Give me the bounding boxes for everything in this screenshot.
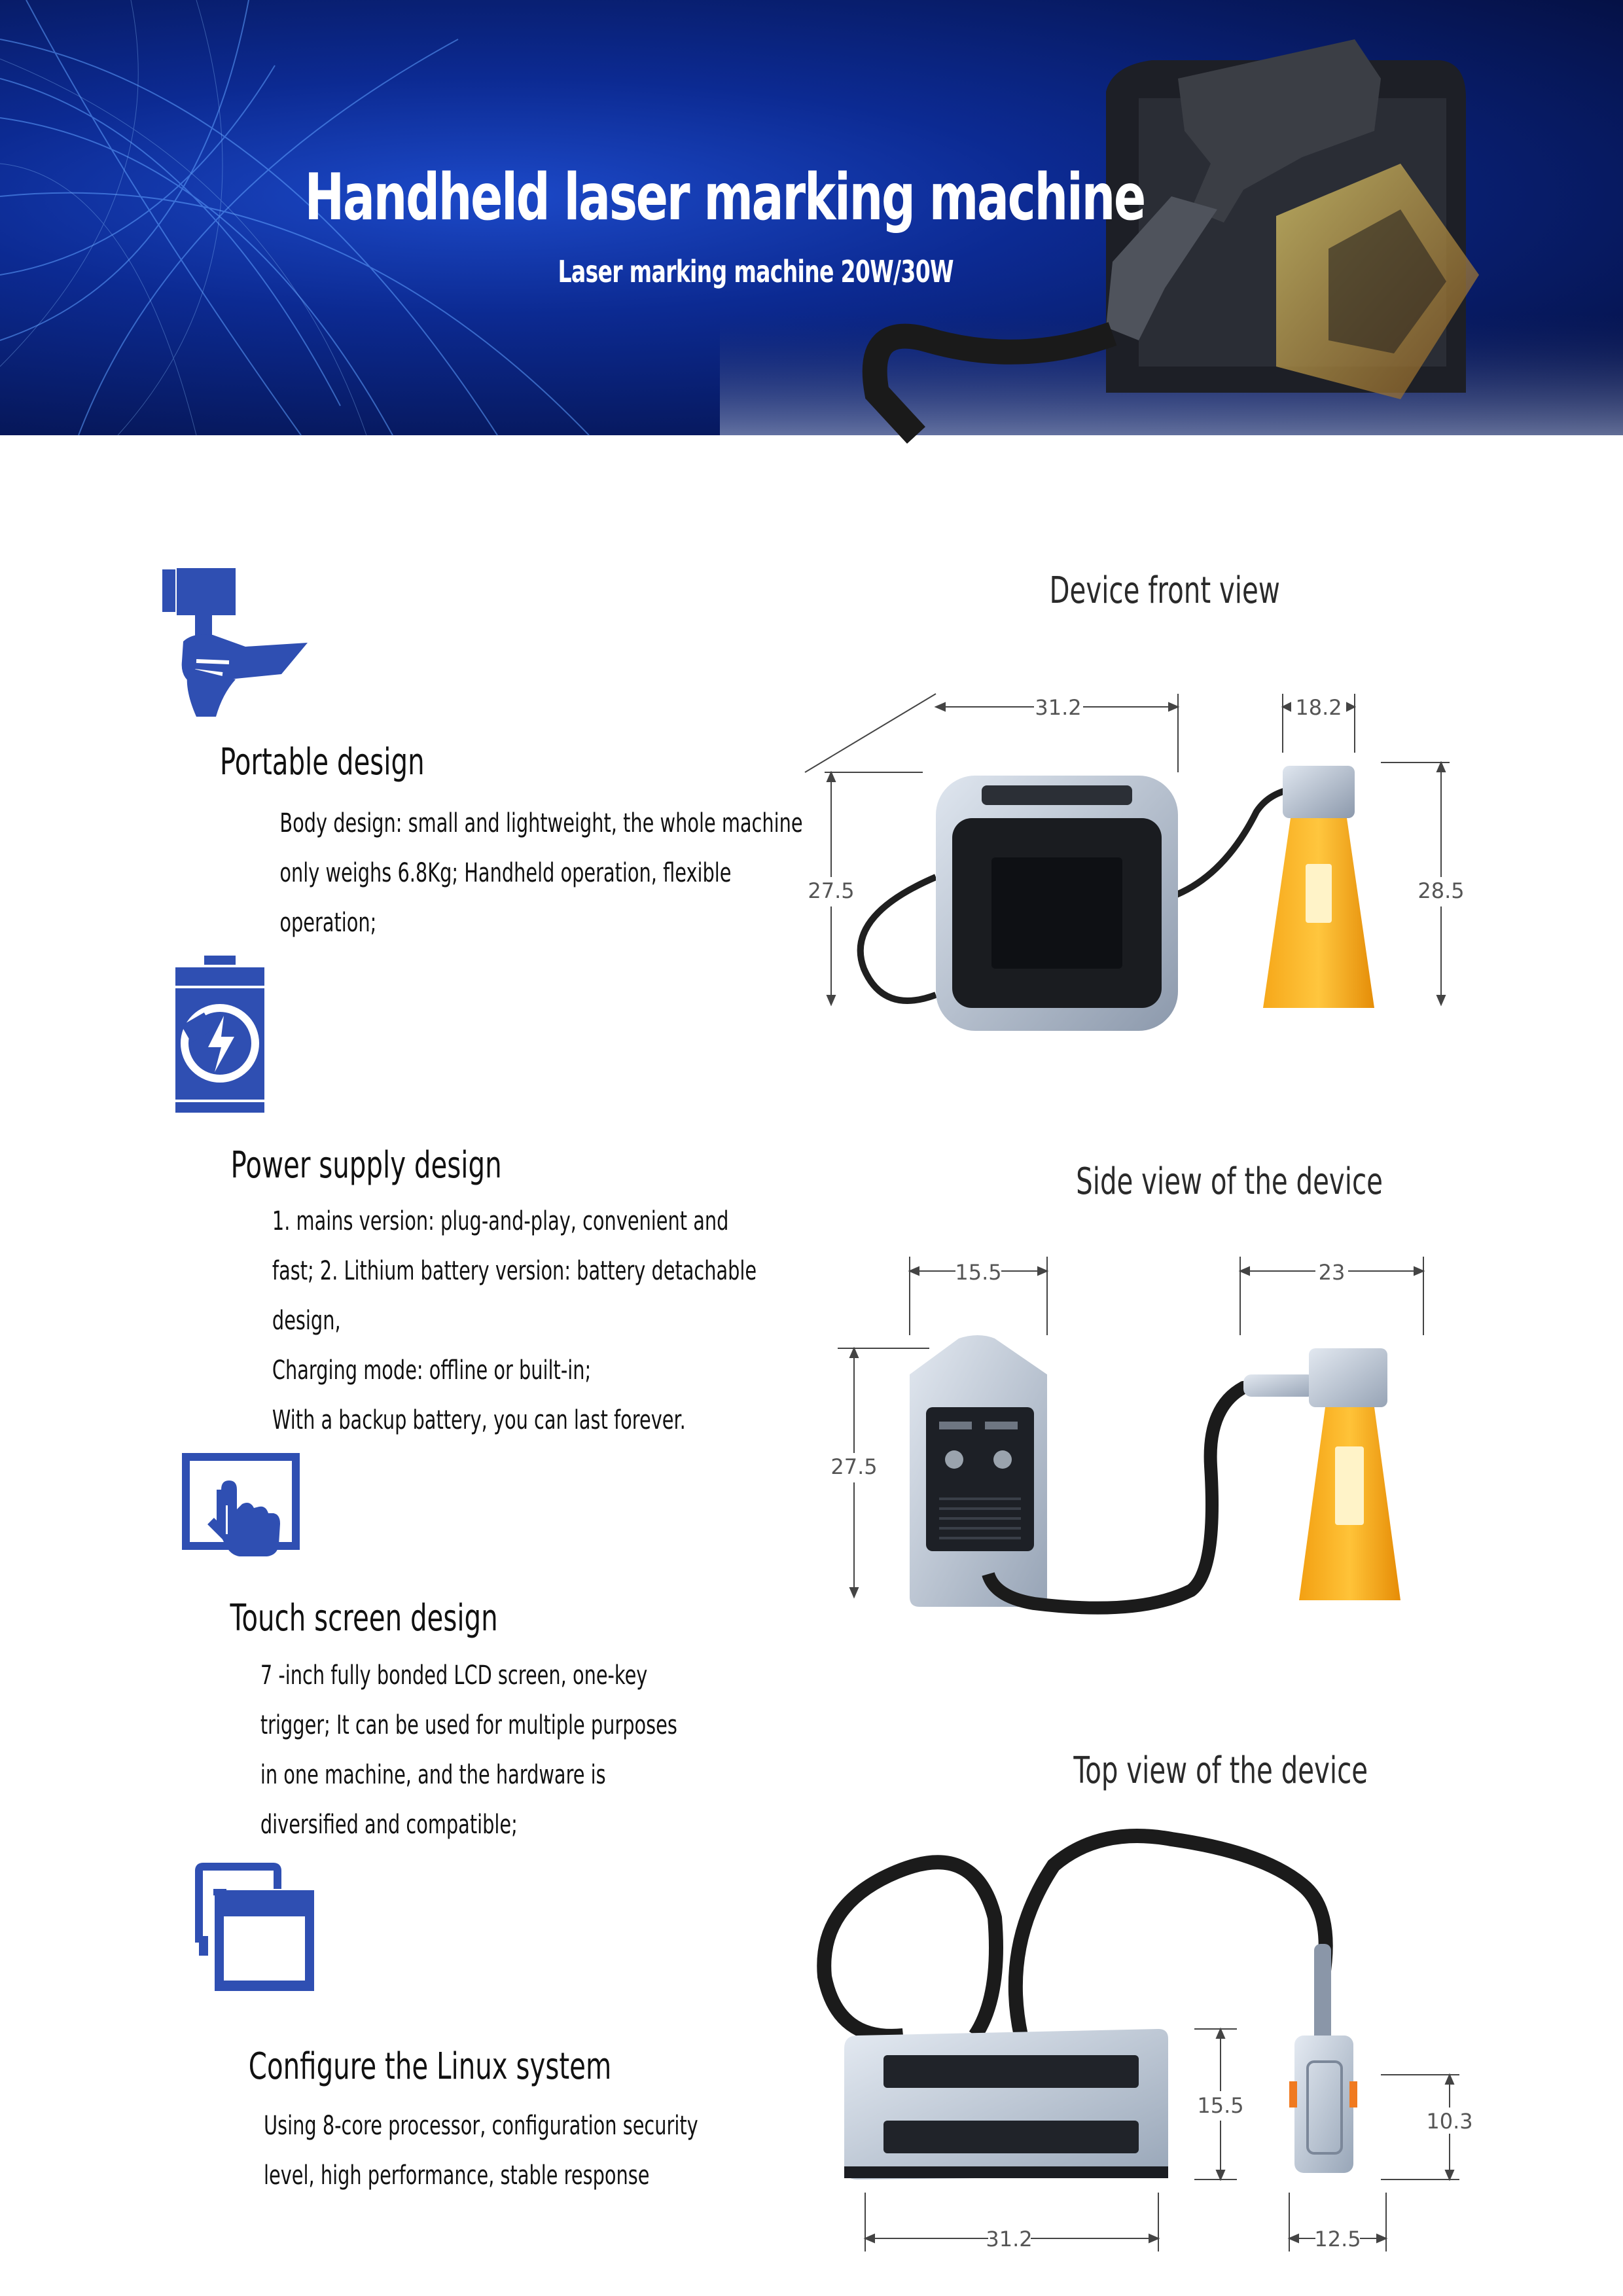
battery-charging-icon <box>175 956 264 1113</box>
feature-description <box>272 1196 757 1445</box>
view-title: Top view of the device <box>1073 1749 1368 1792</box>
description-line: only weighs 6.8Kg; Handheld operation, flexible <box>279 858 732 888</box>
side-view-diagram <box>825 1250 1453 1656</box>
feature-title: Portable design <box>219 741 425 783</box>
description-line: Body design: small and lightweight, the whole machine <box>279 808 803 838</box>
description-line: in one machine, and the hardware is <box>260 1760 606 1790</box>
feature-description <box>279 798 802 948</box>
description-line: 1. mains version: plug-and-play, convenient and <box>272 1206 729 1236</box>
feature-title: Power supply design <box>230 1144 502 1187</box>
description-line: operation; <box>279 908 377 938</box>
description-line: Using 8-core processor, configuration security <box>264 2111 698 2141</box>
description-line: With a backup battery, you can last forever. <box>272 1405 686 1435</box>
feature-title: Touch screen design <box>230 1597 498 1640</box>
dim-width-head: 12.5 <box>1314 2227 1361 2251</box>
feature-title: Configure the Linux system <box>248 2045 612 2088</box>
hero-banner <box>0 0 1623 435</box>
description-line: design, <box>272 1306 341 1336</box>
top-view-diagram <box>805 1826 1473 2271</box>
dim-depth-main: 15.5 <box>1197 2093 1244 2118</box>
hand-holding-device-icon <box>157 569 314 726</box>
feature-description <box>260 1651 677 1850</box>
dim-width-head: 18.2 <box>1295 695 1342 720</box>
page-title: Handheld laser marking machine <box>304 160 1145 235</box>
front-view-diagram <box>805 681 1465 1034</box>
dim-depth-head: 10.3 <box>1426 2109 1473 2134</box>
dim-width-main: 31.2 <box>1035 695 1082 720</box>
view-title: Side view of the device <box>1076 1160 1383 1203</box>
dim-length-head: 23 <box>1318 1260 1346 1285</box>
feature-description <box>264 2101 698 2200</box>
dim-height-main: 27.5 <box>808 878 855 903</box>
description-line: level, high performance, stable response <box>264 2161 650 2191</box>
description-line: diversified and compatible; <box>260 1810 518 1840</box>
dim-height-head: 28.5 <box>1418 878 1465 903</box>
view-title: Device front view <box>1049 569 1280 612</box>
description-line: fast; 2. Lithium battery version: battery detachable <box>272 1256 757 1286</box>
description-line: trigger; It can be used for multiple purposes <box>260 1710 677 1740</box>
dim-depth-main: 15.5 <box>955 1260 1002 1285</box>
touch-screen-icon <box>182 1453 300 1558</box>
description-line: Charging mode: offline or built-in; <box>272 1355 592 1386</box>
page-subtitle: Laser marking machine 20W/30W <box>558 254 954 289</box>
dim-width-main: 31.2 <box>986 2227 1033 2251</box>
dim-height-main: 27.5 <box>830 1454 878 1479</box>
description-line: 7 -inch fully bonded LCD screen, one-key <box>260 1660 648 1691</box>
multiple-windows-icon <box>195 1864 319 1995</box>
